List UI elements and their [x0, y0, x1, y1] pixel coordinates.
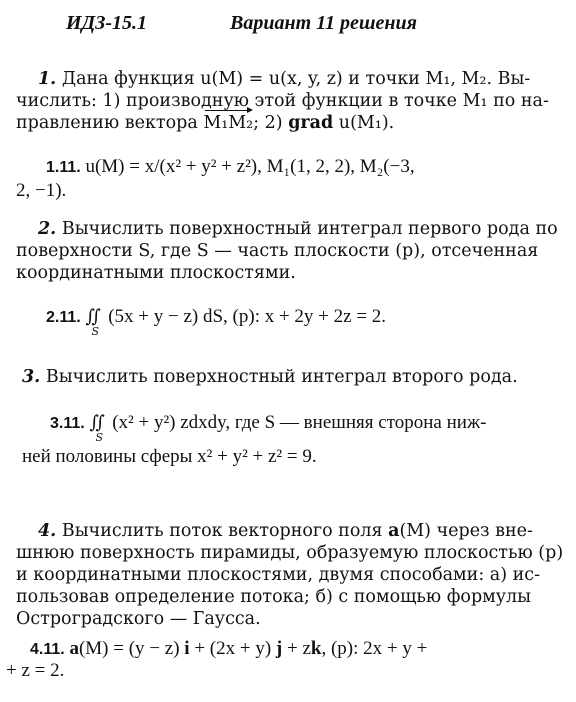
task-3-line: [22, 366, 562, 388]
task-4-line: и координатными плоскостями, двумя способами: а) ис-: [16, 565, 540, 585]
task-1-line: [16, 112, 576, 134]
grad-operator: grad: [288, 113, 334, 133]
unit-vector-j: j: [275, 638, 283, 659]
item-4-11-formula: + (2x + y): [189, 638, 276, 659]
task-4-text: (M) через вне-: [399, 521, 533, 541]
item-4-11-number: 4.11.: [30, 641, 65, 658]
unit-vector-i: i: [184, 638, 190, 659]
task-1-number: 1.: [38, 69, 57, 89]
item-3-11-formula: (x² + y²) zdxdy, где S — внешняя сторона ниж-: [107, 412, 487, 433]
integral-sign: ∬: [85, 306, 101, 327]
item-2-11-number: 2.11.: [46, 309, 81, 326]
item-4-11-formula: (M) = (y − z): [78, 638, 185, 659]
double-integral-icon: [85, 306, 103, 338]
task-4-line: пользовав определение потока; б) с помощью формулы: [16, 587, 532, 607]
item-3-11-line: [50, 412, 576, 446]
item-4-11-formula: , (p): 2x + y +: [321, 638, 428, 659]
item-3-11-number: 3.11.: [50, 415, 85, 432]
item-2-11: [46, 306, 576, 338]
item-3-11: [22, 412, 576, 468]
item-2-11-line: [46, 306, 576, 338]
double-integral-icon: [89, 412, 107, 444]
item-4-11-line: [30, 638, 570, 660]
task-4-number: 4.: [38, 521, 57, 541]
item-3-11-line: ней половины сферы x² + y² + z² = 9.: [22, 446, 317, 467]
task-1-text: ; 2): [253, 113, 289, 133]
task-2-number: 2.: [38, 219, 57, 239]
integral-sign: ∬: [89, 412, 105, 433]
task-2: [16, 218, 576, 284]
task-3-text: Вычислить поверхностный интеграл второго рода.: [40, 367, 518, 387]
item-1-11-number: 1.11.: [46, 159, 81, 176]
task-1-text: Дана функция u(M) = u(x, y, z) и точки M₁, M₂. Вы-: [56, 69, 531, 89]
integral-subscript: S: [91, 325, 99, 338]
task-1-line: числить: 1) производную этой функции в точке M₁ по на-: [16, 91, 549, 111]
item-4-11: [6, 638, 570, 682]
task-3: [22, 366, 562, 388]
task-1: [16, 68, 576, 134]
vector-field-a: a: [388, 521, 400, 541]
integral-subscript: S: [95, 431, 103, 444]
task-2-line: [38, 218, 576, 240]
task-3-number: 3.: [22, 367, 41, 387]
item-1-11-line: [46, 156, 576, 180]
task-4-line: [38, 520, 576, 542]
task-4-text: Вычислить поток векторного поля: [56, 521, 389, 541]
variant-title: Вариант 11 решения: [230, 12, 417, 34]
item-1-11-line: 2, −1).: [16, 180, 67, 201]
item-4-11-formula: + z: [282, 638, 311, 659]
task-1-text: u(M₁).: [333, 113, 395, 133]
task-2-line: поверхности S, где S — часть плоскости (p), отсеченная: [16, 241, 539, 261]
item-1-11: [16, 156, 576, 202]
task-1-text: правлению вектора: [16, 113, 204, 133]
vector-m1m2: M₁M₂: [203, 113, 254, 133]
vector-a: a: [69, 638, 79, 659]
task-2-line: координатными плоскостями.: [16, 263, 296, 283]
item-2-11-formula: (5x + y − z) dS, (p): x + 2y + 2z = 2.: [103, 306, 387, 327]
assignment-code: ИДЗ-15.1: [66, 12, 148, 34]
task-4-line: Остроградского — Гаусса.: [16, 609, 261, 629]
unit-vector-k: k: [310, 638, 322, 659]
task-2-text: Вычислить поверхностный интеграл первого рода по: [56, 219, 558, 239]
task-4: [16, 520, 576, 630]
item-1-11-formula: u(M) = x/(x² + y² + z²), M₁(1, 2, 2), M₂(−3,: [80, 156, 415, 177]
task-4-line: шнюю поверхность пирамиды, образуемую плоскостью (p): [16, 543, 564, 563]
task-1-line: [38, 68, 576, 90]
item-4-11-line: + z = 2.: [6, 660, 65, 681]
